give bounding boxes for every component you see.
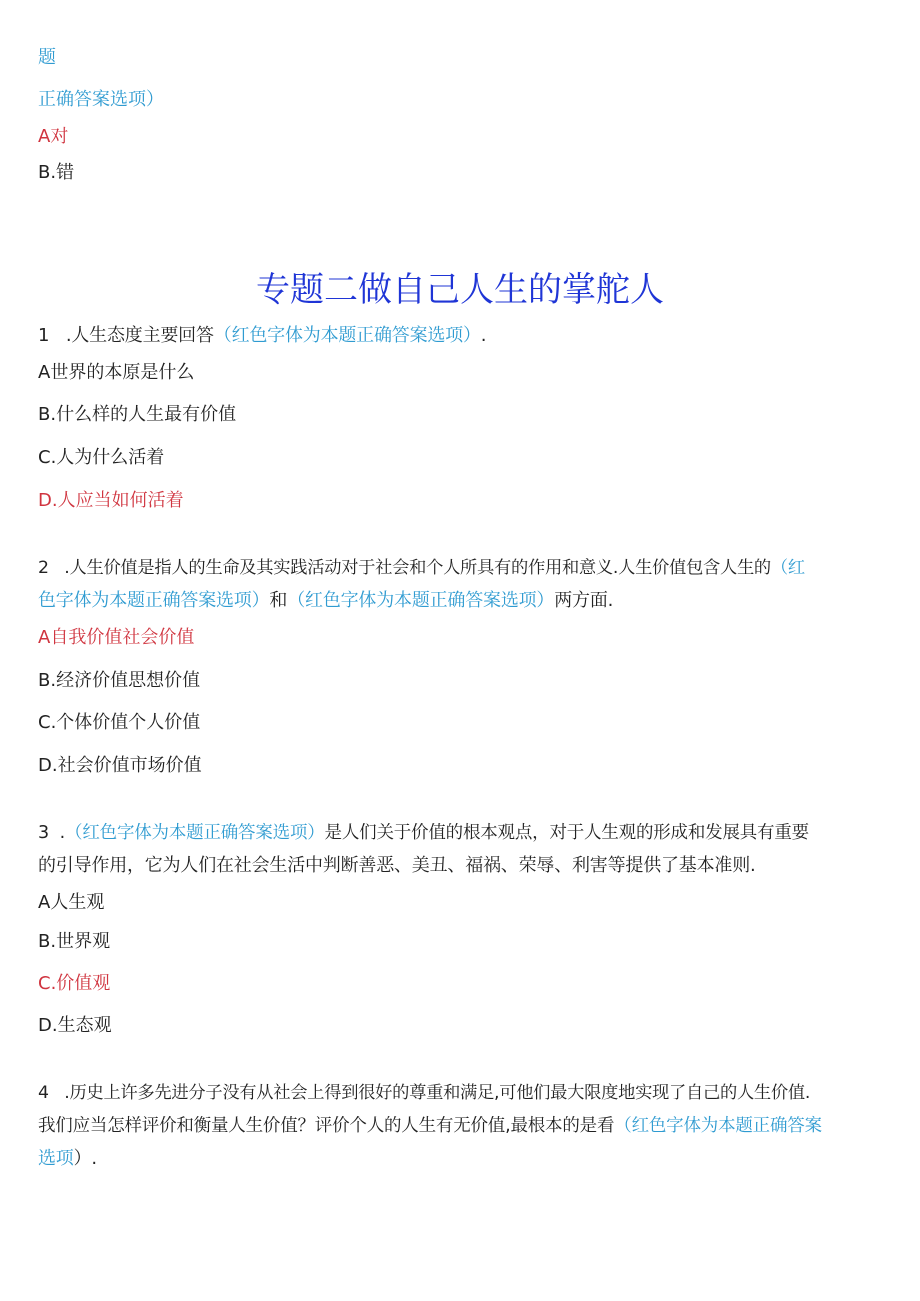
section-title: 专题二做自己人生的掌舵人: [256, 270, 664, 310]
q4-blank-end: 选项: [38, 1148, 74, 1169]
q4-number: 4: [38, 1083, 49, 1103]
q2-blank1-start: （红: [770, 558, 805, 578]
q3-text: 是人们关于价值的根本观点，对于人生观的形成和发展具有重要: [324, 823, 809, 843]
q2-end: 两方面.: [554, 590, 614, 611]
q3-number: 3: [38, 823, 49, 843]
q2-option-c: C.个体价值个人价值: [38, 712, 201, 733]
q2-mid: 和: [269, 590, 288, 611]
q2-blank1-end: 色字体为本题正确答案选项）: [38, 590, 270, 611]
q1-blank: （红色字体为本题正确答案选项）: [213, 325, 481, 346]
q3-stem-line2: 的引导作用，它为人们在社会生活中判断善恶、美丑、福祸、荣辱、利害等提供了基本准则.: [38, 855, 756, 876]
q4-stem-line2: [38, 1114, 822, 1138]
q4-stem-line1: [38, 1081, 810, 1105]
q3-dot: .: [59, 823, 66, 843]
q2-blank2: （红色字体为本题正确答案选项）: [287, 590, 555, 611]
top-line-2: 正确答案选项）: [38, 89, 164, 110]
q3-blank: （红色字体为本题正确答案选项）: [65, 823, 325, 843]
q1-option-a: A世界的本原是什么: [38, 362, 195, 383]
q3-option-c: C.价值观: [38, 973, 111, 994]
q1-option-c: C.人为什么活着: [38, 447, 165, 468]
top-option-b: B.错: [38, 162, 75, 183]
q2-stem-line1: [38, 556, 805, 580]
q2-option-d: D.社会价值市场价值: [38, 755, 202, 776]
q2-number: 2: [38, 558, 49, 578]
q2-option-b: B.经济价值思想价值: [38, 670, 201, 691]
q1-option-b: B.什么样的人生最有价值: [38, 404, 237, 425]
q1-number: 1: [38, 325, 50, 346]
q1-text: .人生态度主要回答: [65, 325, 214, 346]
q3-option-a: A人生观: [38, 892, 105, 913]
q4-blank-start: （红色字体为本题正确答案: [614, 1116, 822, 1136]
q1-stem: [38, 324, 486, 348]
q1-option-d: D.人应当如何活着: [38, 490, 184, 511]
q4-stem-line3: [38, 1147, 97, 1171]
q3-option-d: D.生态观: [38, 1015, 112, 1036]
q4-end: ）.: [73, 1148, 97, 1169]
q3-stem-line1: [38, 821, 809, 845]
q1-end: .: [480, 325, 487, 346]
q2-text: .人生价值是指人的生命及其实践活动对于社会和个人所具有的作用和意义.人生价值包含人生的: [64, 558, 771, 578]
q3-option-b: B.世界观: [38, 931, 111, 952]
q4-text: .历史上许多先进分子没有从社会上得到很好的尊重和满足,可他们最大限度地实现了自己的人生价值.: [64, 1083, 811, 1103]
q2-stem-line2: [38, 589, 613, 613]
top-option-a: A对: [38, 126, 69, 147]
q2-option-a: A自我价值社会价值: [38, 627, 195, 648]
q4-line2-text: 我们应当怎样评价和衡量人生价值？评价个人的人生有无价值,最根本的是看: [38, 1116, 615, 1136]
top-line-1: 题: [38, 47, 56, 68]
